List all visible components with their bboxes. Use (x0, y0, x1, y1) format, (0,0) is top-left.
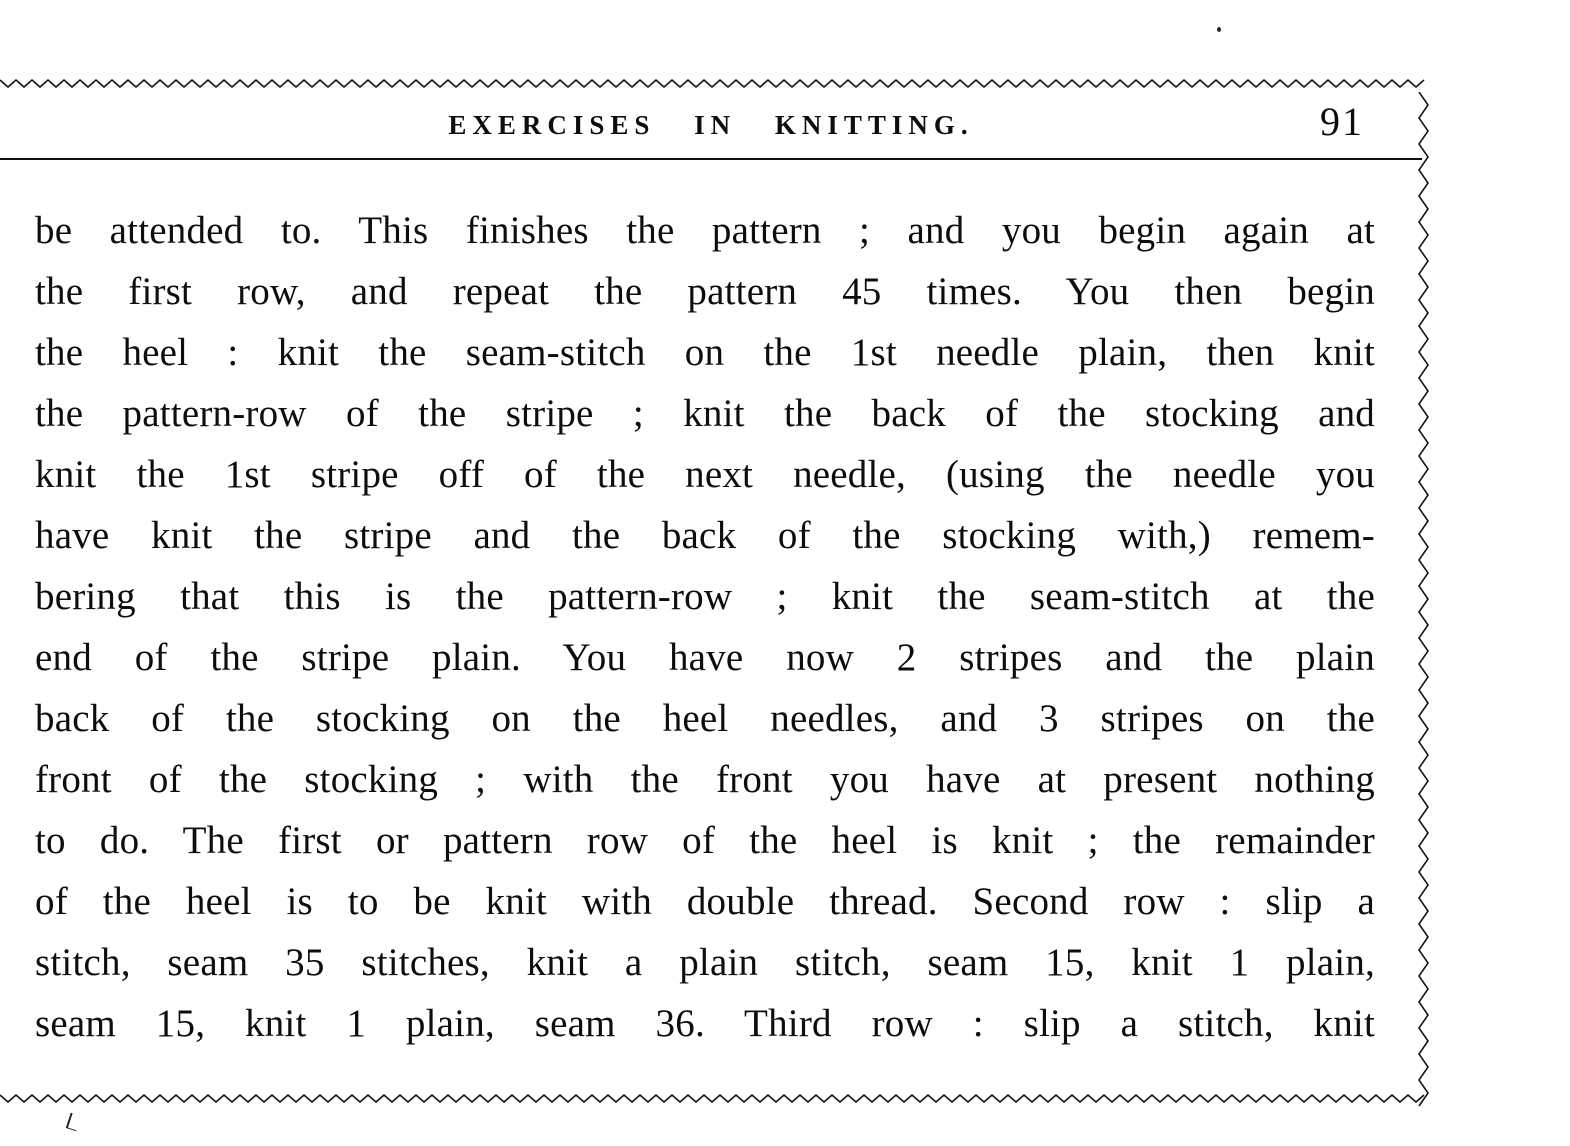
text-line: the pattern-row of the stripe ; knit the back of the stocking and (35, 392, 1375, 435)
text-line: have knit the stripe and the back of the stocking with,) remem- (35, 514, 1375, 557)
text-line: stitch, seam 35 stitches, knit a plain stitch, seam 15, knit 1 plain, (35, 941, 1375, 984)
page-number: 91 (1320, 99, 1364, 144)
running-title: EXERCISES IN KNITTING. (448, 110, 974, 140)
text-line: of the heel is to be knit with double thread. Second row : slip a (35, 880, 1375, 923)
scan-speck (1217, 27, 1221, 32)
header-rule (0, 158, 1422, 160)
text-line: knit the 1st stripe off of the next needle, (using the needle you (35, 453, 1375, 496)
body-text (35, 200, 1375, 1054)
text-line: end of the stripe plain. You have now 2 stripes and the plain (35, 636, 1375, 679)
text-line: front of the stocking ; with the front you have at present nothing (35, 758, 1375, 801)
text-line: to do. The first or pattern row of the heel is knit ; the remainder (35, 819, 1375, 862)
page-edge-top-zigzag (0, 79, 1430, 89)
page-edge-bottom-zigzag (0, 1094, 1425, 1104)
page-header (0, 98, 1422, 156)
page-edge-right-zigzag (1418, 92, 1431, 1112)
text-line: seam 15, knit 1 plain, seam 36. Third row : slip a stitch, knit (35, 1002, 1375, 1045)
text-line: bering that this is the pattern-row ; knit the seam-stitch at the (35, 575, 1375, 618)
text-line: the heel : knit the seam-stitch on the 1st needle plain, then knit (35, 331, 1375, 374)
text-line: be attended to. This finishes the pattern ; and you begin again at (35, 209, 1375, 252)
text-line: the first row, and repeat the pattern 45 times. You then begin (35, 270, 1375, 313)
scan-speck (66, 1113, 81, 1132)
text-line: back of the stocking on the heel needles, and 3 stripes on the (35, 697, 1375, 740)
